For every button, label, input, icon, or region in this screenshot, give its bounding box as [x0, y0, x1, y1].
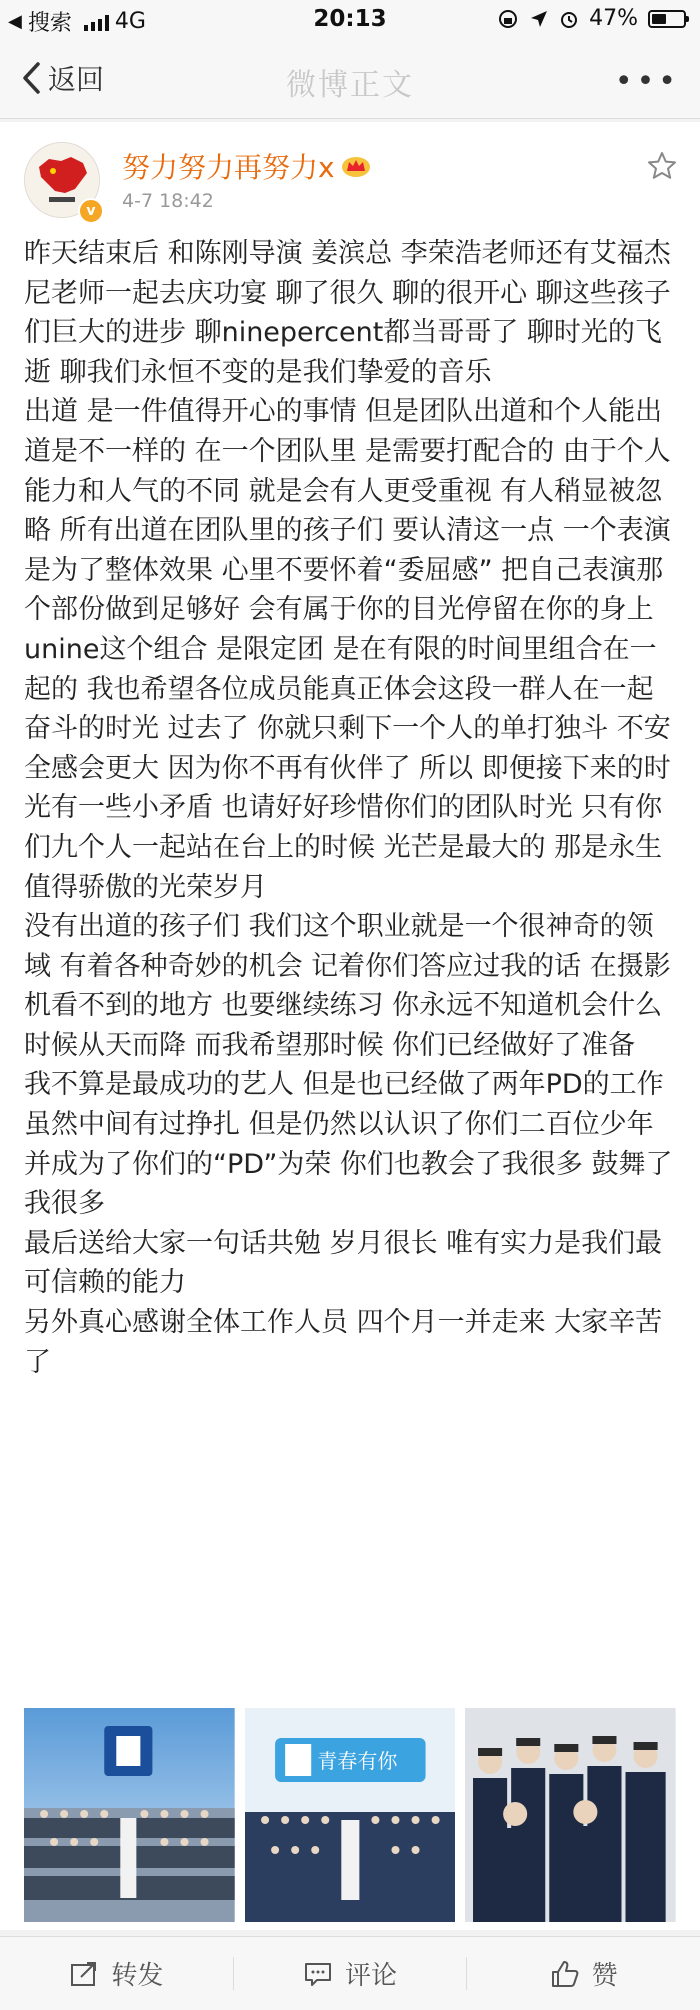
post-text [24, 234, 680, 1382]
repost-icon [69, 1959, 99, 1989]
page-title: 微博正文 [286, 68, 414, 103]
comment-icon [303, 1959, 333, 1989]
like-icon [550, 1959, 580, 1989]
post-paragraph: 另外真心感谢全体工作人员 四个月一并走来 大家辛苦了 [24, 1307, 663, 1378]
post-paragraph: 出道 是一件值得开心的事情 但是团队出道和个人能出道是不一样的 在一个团队里 是需要打配合的 由于个人能力和人气的不同 就是会有人更受重视 有人稍显被忽略 所有出道在团队里的孩子们 要认清这一点 一个表演 是为了整体效果 心里不要怀着“委屈感” 把自己表演那个部份做到足够好 会有属于你的目光停留在你的身上 [24, 396, 671, 626]
verified-badge: v [78, 198, 104, 224]
comment-label: 评论 [345, 1961, 398, 1991]
back-label: 返回 [48, 63, 105, 96]
photo-3[interactable] [465, 1708, 676, 1922]
network-label: 4G [114, 9, 146, 34]
photo-2[interactable] [245, 1708, 456, 1922]
username-text: 努力努力再努力x [122, 151, 335, 184]
post-paragraph: unine这个组合 是限定团 是在有限的时间里组合在一起的 我也希望各位成员能真正体会这段一群人在一起奋斗的时光 过去了 你就只剩下一个人的单打独斗 不安全感会更大 因为你不再有伙伴了 所以 即便接下来的时光有一些小矛盾 也请好好珍惜你们的团队时光 只有你们九个人一起站在台上的时候 光芒是最大的 那是永生值得骄傲的光荣岁月 [24, 633, 671, 903]
battery-percent: 47% [589, 6, 638, 31]
repost-label: 转发 [111, 1961, 164, 1991]
post-paragraph: 昨天结束后 和陈刚导演 姜滨总 李荣浩老师还有艾福杰尼老师一起去庆功宴 聊了很久 聊的很开心 聊这些孩子们巨大的进步 聊ninepercent都当哥哥了 聊时光的飞逝 聊我们永恒不变的是我们挚爱的音乐 [24, 238, 671, 388]
repost-button[interactable] [0, 1937, 233, 2010]
post-paragraph: 最后送给大家一句话共勉 岁月很长 唯有实力是我们最可信赖的能力 [24, 1227, 663, 1299]
status-right [497, 6, 686, 31]
post-card [0, 122, 700, 1930]
group-photo-stage [24, 1708, 235, 1922]
photo-grid [24, 1708, 676, 1922]
username[interactable] [122, 146, 371, 186]
back-to-app-icon[interactable]: ◀ [8, 11, 22, 32]
status-bar [0, 0, 700, 40]
post-paragraph: 我不算是最成功的艺人 但是也已经做了两年PD的工作 虽然中间有过挣扎 但是仍然以认识了你们二百位少年 并成为了你们的“PD”为荣 你们也教会了我很多 鼓舞了我很多 [24, 1069, 673, 1220]
more-icon[interactable]: ••• [614, 64, 680, 99]
group-photo-banner [245, 1708, 456, 1922]
post-time: 4-7 18:42 [122, 190, 214, 212]
carrier-label: 搜索 [27, 11, 72, 36]
like-label: 赞 [591, 1961, 618, 1991]
comment-button[interactable] [234, 1937, 467, 2010]
battery-icon [648, 10, 686, 28]
nine-members-photo [465, 1708, 676, 1922]
rotation-lock-icon [497, 8, 519, 30]
nav-bar [0, 40, 700, 119]
photo-1[interactable] [24, 1708, 235, 1922]
status-time: 20:13 [313, 6, 387, 32]
action-bar [0, 1936, 700, 2010]
location-icon [529, 9, 549, 29]
star-icon[interactable] [646, 150, 678, 182]
battery-fill [652, 14, 666, 24]
like-button[interactable] [467, 1937, 700, 2010]
photo2-banner-text: 青春有你 [316, 1749, 398, 1773]
crown-icon [341, 154, 371, 178]
alarm-icon [559, 9, 579, 29]
post-paragraph: 没有出道的孩子们 我们这个职业就是一个很神奇的领域 有着各种奇妙的机会 记着你们答应过我的话 在摄影机看不到的地方 也要继续练习 你永远不知道机会什么时候从天而降 而我希望那时候 你们已经做好了准备 [24, 911, 671, 1061]
